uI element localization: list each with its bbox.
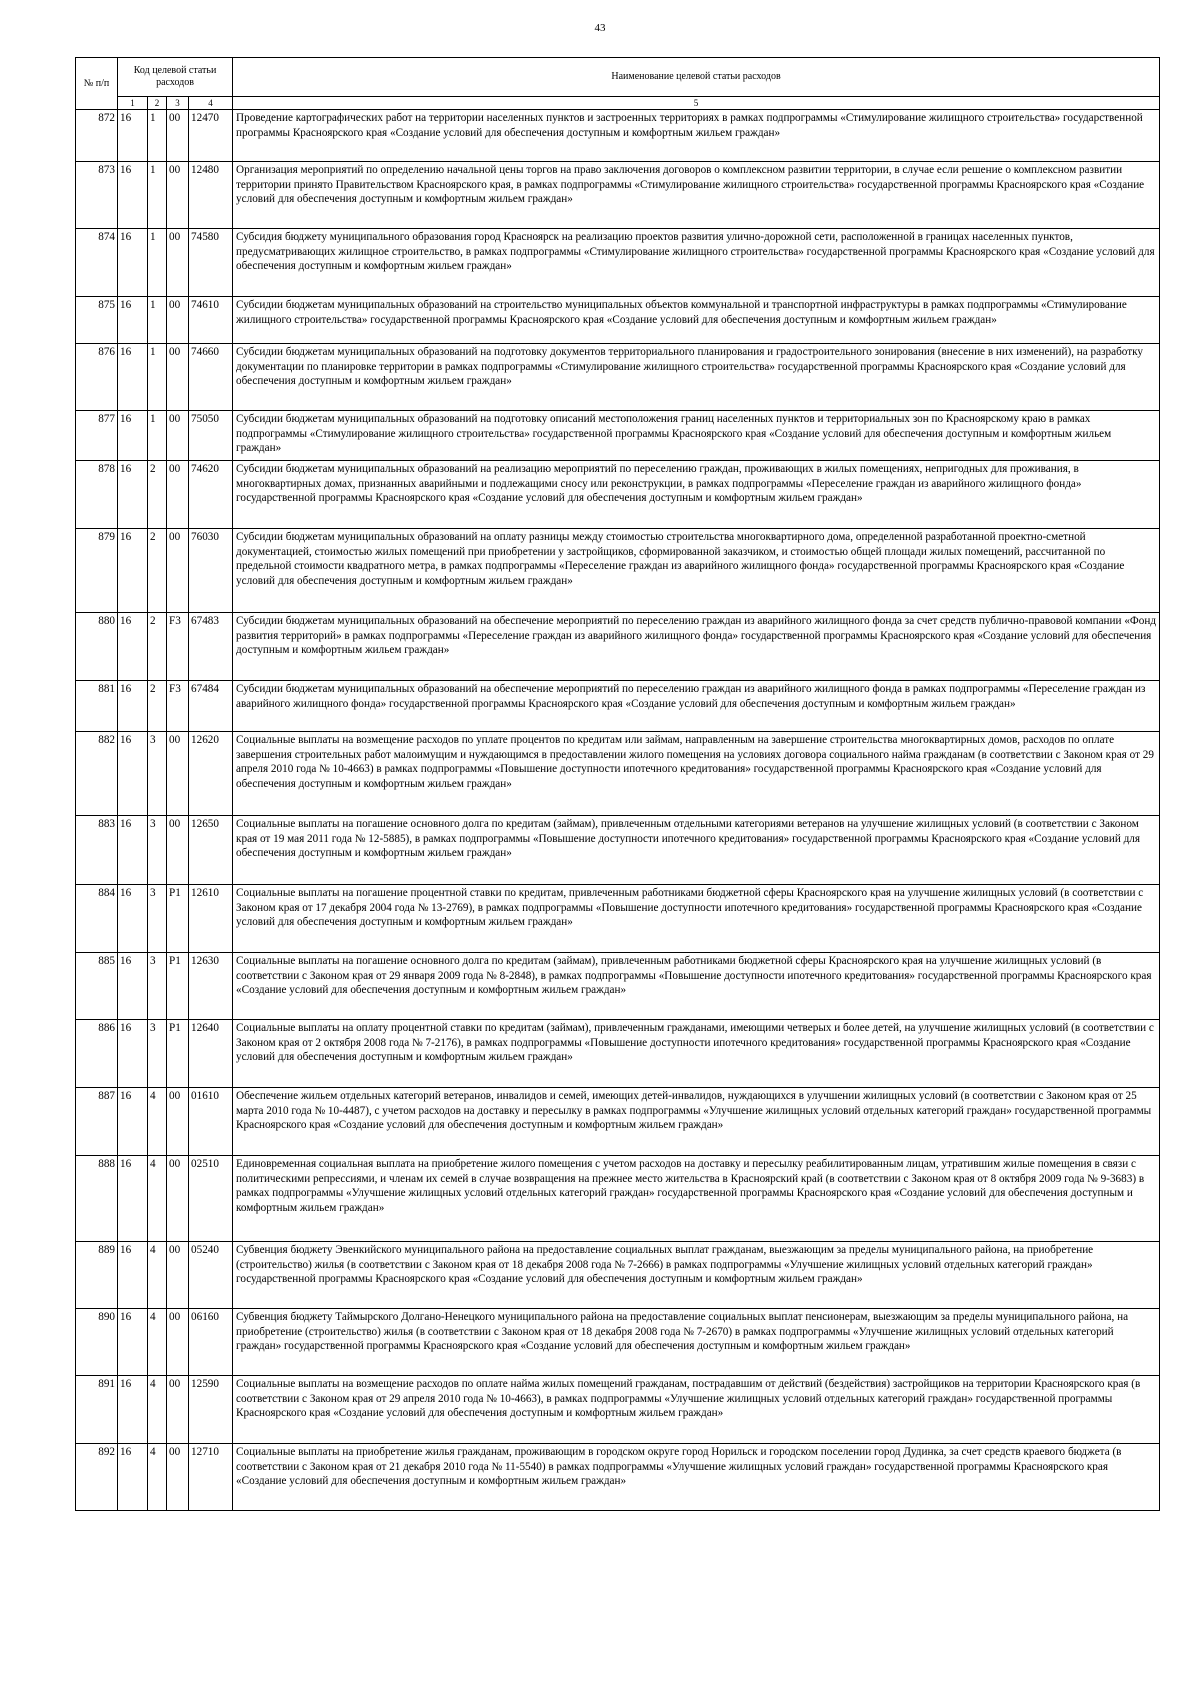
code-4: 74620 [189,461,233,529]
code-4: 12650 [189,816,233,885]
header-col-1: 1 [118,97,148,110]
row-number: 881 [76,681,118,732]
code-3: 00 [167,162,189,229]
page-number: 43 [594,22,606,34]
code-2: 1 [148,162,167,229]
expense-name: Социальные выплаты на возмещение расходов по уплате процентов по кредитам или займам, направленным на завершение строительства многоквартирных домов, расходов по оплате завершения строительных работ малоимущим и нуждающимся в предоставлении жилого помещения на условиях договора социального найма гражданам (в соответствии с Законом края от 29 апреля 2010 года № 10-4663) в рамках подпрограммы «Повышение доступности ипотечного кредитования» государственной программы Красноярского края «Создание условий для обеспечения доступным и комфортным жильем граждан» [233,732,1160,816]
code-1: 16 [118,681,148,732]
code-2: 1 [148,229,167,297]
code-3: 00 [167,816,189,885]
code-4: 74610 [189,297,233,344]
code-3: 00 [167,297,189,344]
code-1: 16 [118,1020,148,1088]
code-1: 16 [118,229,148,297]
table-row [76,411,1160,461]
code-4: 67484 [189,681,233,732]
code-4: 06160 [189,1309,233,1376]
header-col-2: 2 [148,97,167,110]
row-number: 887 [76,1088,118,1156]
header-col-5: 5 [233,97,1160,110]
table-row [76,110,1160,162]
header-name: Наименование целевой статьи расходов [233,58,1160,97]
code-2: 3 [148,816,167,885]
code-1: 16 [118,613,148,681]
code-3: F3 [167,613,189,681]
code-4: 12620 [189,732,233,816]
table-row [76,1156,1160,1242]
expense-name: Социальные выплаты на погашение основного долга по кредитам (займам), привлеченным отдельными категориями ветеранов на улучшение жилищных условий (в соответствии с Законом края от 19 мая 2011 года № 12-5885), в рамках подпрограммы «Повышение доступности ипотечного кредитования» государственной программы Красноярского края «Создание условий для обеспечения доступным и комфортным жильем граждан» [233,816,1160,885]
code-3: 00 [167,411,189,461]
code-2: 2 [148,461,167,529]
expense-name: Обеспечение жильем отдельных категорий ветеранов, инвалидов и семей, имеющих детей-инвалидов, нуждающихся в улучшении жилищных условий (в соответствии с Законом края от 25 марта 2010 года № 10-4487), с учетом расходов на доставку и пересылку в рамках подпрограммы «Улучшение жилищных условий отдельных категорий граждан» государственной программы Красноярского края «Создание условий для обеспечения доступным и комфортным жильем граждан» [233,1088,1160,1156]
code-3: 00 [167,1088,189,1156]
header-row-number: № п/п [76,58,118,110]
expense-name: Социальные выплаты на погашение основного долга по кредитам (займам), привлеченным работниками бюджетной сферы Красноярского края на улучшение жилищных условий (в соответствии с Законом края от 29 января 2009 года № 8-2848), в рамках подпрограммы «Повышение доступности ипотечного кредитования» государственной программы Красноярского края «Создание условий для обеспечения доступным и комфортным жильем граждан» [233,953,1160,1020]
code-1: 16 [118,732,148,816]
row-number: 890 [76,1309,118,1376]
row-number: 891 [76,1376,118,1444]
expense-name: Субвенция бюджету Таймырского Долгано-Ненецкого муниципального района на предоставление социальных выплат пенсионерам, выезжающим за пределы муниципального района, на приобретение (строительство) жилья (в соответствии с Законом края от 18 декабря 2008 года № 7-2670) в рамках подпрограммы «Улучшение жилищных условий отдельных категорий граждан» государственной программы Красноярского края «Создание условий для обеспечения доступным и комфортным жильем граждан» [233,1309,1160,1376]
table-row [76,1242,1160,1309]
code-1: 16 [118,529,148,613]
code-2: 4 [148,1376,167,1444]
row-number: 885 [76,953,118,1020]
code-4: 12640 [189,1020,233,1088]
code-4: 02510 [189,1156,233,1242]
code-2: 2 [148,613,167,681]
row-number: 888 [76,1156,118,1242]
row-number: 882 [76,732,118,816]
row-number: 886 [76,1020,118,1088]
code-2: 1 [148,344,167,411]
row-number: 874 [76,229,118,297]
expense-name: Субвенция бюджету Эвенкийского муниципального района на предоставление социальных выплат гражданам, выезжающим за пределы муниципального района, на приобретение (строительство) жилья (в соответствии с Законом края от 18 декабря 2008 года № 7-2666) в рамках подпрограммы «Улучшение жилищных условий отдельных категорий граждан» государственной программы Красноярского края «Создание условий для обеспечения доступным и комфортным жильем граждан» [233,1242,1160,1309]
code-1: 16 [118,1242,148,1309]
code-4: 05240 [189,1242,233,1309]
code-4: 74660 [189,344,233,411]
budget-table [75,57,1160,1511]
table-row [76,732,1160,816]
code-1: 16 [118,885,148,953]
code-2: 1 [148,297,167,344]
code-2: 4 [148,1156,167,1242]
code-4: 01610 [189,1088,233,1156]
code-4: 12470 [189,110,233,162]
code-3: 00 [167,344,189,411]
code-1: 16 [118,816,148,885]
code-2: 3 [148,885,167,953]
code-4: 75050 [189,411,233,461]
code-2: 1 [148,411,167,461]
code-2: 4 [148,1444,167,1511]
table-row [76,1088,1160,1156]
row-number: 875 [76,297,118,344]
row-number: 873 [76,162,118,229]
row-number: 892 [76,1444,118,1511]
code-2: 4 [148,1309,167,1376]
code-1: 16 [118,297,148,344]
code-4: 12590 [189,1376,233,1444]
table-body [76,110,1160,1511]
header-row [76,58,1160,97]
code-3: 00 [167,1156,189,1242]
expense-name: Социальные выплаты на оплату процентной ставки по кредитам (займам), привлеченным гражданами, имеющими четверых и более детей, на улучшение жилищных условий (в соответствии с Законом края от 2 октября 2008 года № 7-2176), в рамках подпрограммы «Повышение доступности ипотечного кредитования» государственной программы Красноярского края «Создание условий для обеспечения доступным и комфортным жильем граждан» [233,1020,1160,1088]
expense-name: Субсидия бюджету муниципального образования город Красноярск на реализацию проектов развития улично-дорожной сети, расположенной в границах населенных пунктов, предусматривающих жилищное строительство, в рамках подпрограммы «Стимулирование жилищного строительства» государственной программы Красноярского края «Создание условий для обеспечения доступным и комфортным жильем граждан» [233,229,1160,297]
code-4: 76030 [189,529,233,613]
code-2: 4 [148,1242,167,1309]
code-3: P1 [167,1020,189,1088]
row-number: 883 [76,816,118,885]
expense-name: Субсидии бюджетам муниципальных образований на реализацию мероприятий по переселению граждан, проживающих в жилых помещениях, непригодных для проживания, в многоквартирных домах, признанных аварийными и подлежащими сносу или реконструкции, в рамках подпрограммы «Переселение граждан из аварийного жилищного фонда» государственной программы Красноярского края «Создание условий для обеспечения доступным и комфортным жильем граждан» [233,461,1160,529]
code-1: 16 [118,1156,148,1242]
code-3: 00 [167,529,189,613]
code-2: 2 [148,529,167,613]
expense-name: Социальные выплаты на приобретение жилья гражданам, проживающим в городском округе город Норильск и городском поселении город Дудинка, за счет средств краевого бюджета (в соответствии с Законом края от 21 декабря 2010 года № 11-5540) в рамках подпрограммы «Улучшение жилищных условий граждан» государственной программы Красноярского края «Создание условий для обеспечения доступным и комфортным жильем граждан» [233,1444,1160,1511]
table-row [76,1020,1160,1088]
code-3: P1 [167,953,189,1020]
expense-name: Проведение картографических работ на территории населенных пунктов и застроенных территориях в рамках подпрограммы «Стимулирование жилищного строительства» государственной программы Красноярского края «Создание условий для обеспечения доступным и комфортным жильем граждан» [233,110,1160,162]
table-row [76,297,1160,344]
code-2: 3 [148,1020,167,1088]
code-1: 16 [118,344,148,411]
table-row [76,885,1160,953]
code-1: 16 [118,953,148,1020]
row-number: 879 [76,529,118,613]
header-col-4: 4 [189,97,233,110]
code-3: 00 [167,1242,189,1309]
table-row [76,461,1160,529]
table-row [76,953,1160,1020]
row-number: 880 [76,613,118,681]
code-1: 16 [118,162,148,229]
expense-name: Субсидии бюджетам муниципальных образований на оплату разницы между стоимостью строительства многоквартирного дома, определенной разработанной проектно-сметной документацией, стоимостью жилых помещений при приобретении у застройщиков, сформированной заказчиком, и стоимостью общей площади жилых помещений, рассчитанной по предельной стоимости квадратного метра, в рамках подпрограммы «Переселение граждан из аварийного жилищного фонда» государственной программы Красноярского края «Создание условий для обеспечения доступным и комфортным жильем граждан» [233,529,1160,613]
header-column-numbers [76,97,1160,110]
code-3: 00 [167,1376,189,1444]
code-4: 12630 [189,953,233,1020]
code-1: 16 [118,411,148,461]
expense-name: Субсидии бюджетам муниципальных образований на обеспечение мероприятий по переселению граждан из аварийного жилищного фонда в рамках подпрограммы «Переселение граждан из аварийного жилищного фонда» государственной программы Красноярского края «Создание условий для обеспечения доступным и комфортным жильем граждан» [233,681,1160,732]
code-3: 00 [167,732,189,816]
row-number: 876 [76,344,118,411]
table-row [76,229,1160,297]
row-number: 877 [76,411,118,461]
code-3: P1 [167,885,189,953]
code-3: 00 [167,1444,189,1511]
table-row [76,1376,1160,1444]
code-3: 00 [167,1309,189,1376]
row-number: 889 [76,1242,118,1309]
code-1: 16 [118,110,148,162]
table-row [76,1444,1160,1511]
code-4: 12480 [189,162,233,229]
table-row [76,162,1160,229]
code-4: 67483 [189,613,233,681]
expense-name: Социальные выплаты на возмещение расходов по оплате найма жилых помещений гражданам, пострадавшим от действий (бездействия) застройщиков на территории Красноярского края (в соответствии с Законом края от 29 апреля 2010 года № 10-4663), в рамках подпрограммы «Улучшение жилищных условий отдельных категорий граждан» государственной программы Красноярского края «Создание условий для обеспечения доступным и комфортным жильем граждан» [233,1376,1160,1444]
header-col-3: 3 [167,97,189,110]
row-number: 884 [76,885,118,953]
code-4: 74580 [189,229,233,297]
row-number: 872 [76,110,118,162]
code-3: F3 [167,681,189,732]
code-1: 16 [118,1376,148,1444]
code-1: 16 [118,461,148,529]
code-1: 16 [118,1309,148,1376]
code-4: 12610 [189,885,233,953]
expense-name: Организация мероприятий по определению начальной цены торгов на право заключения договоров о комплексном развитии территории, в случае если решение о комплексном развитии территории принято Правительством Красноярского края, в рамках подпрограммы «Стимулирование жилищного строительства» государственной программы Красноярского края «Создание условий для обеспечения доступным и комфортным жильем граждан» [233,162,1160,229]
code-2: 3 [148,953,167,1020]
table-row [76,613,1160,681]
table-row [76,344,1160,411]
code-2: 4 [148,1088,167,1156]
code-2: 3 [148,732,167,816]
expense-name: Единовременная социальная выплата на приобретение жилого помещения с учетом расходов на доставку и пересылку реабилитированным лицам, утратившим жилые помещения в связи с политическими репрессиями, и членам их семей в случае возвращения на прежнее место жительства в Красноярский край (в соответствии с Законом края от 8 октября 2009 года № 9-3683) в рамках подпрограммы «Улучшение жилищных условий отдельных категорий граждан» государственной программы Красноярского края «Создание условий для обеспечения доступным и комфортным жильем граждан» [233,1156,1160,1242]
expense-name: Субсидии бюджетам муниципальных образований на подготовку документов территориального планирования и градостроительного зонирования (внесение в них изменений), на разработку документации по планировке территории в рамках подпрограммы «Стимулирование жилищного строительства» государственной программы Красноярского края «Создание условий для обеспечения доступным и комфортным жильем граждан» [233,344,1160,411]
code-2: 2 [148,681,167,732]
code-4: 12710 [189,1444,233,1511]
table-row [76,1309,1160,1376]
expense-name: Субсидии бюджетам муниципальных образований на строительство муниципальных объектов коммунальной и транспортной инфраструктуры в рамках подпрограммы «Стимулирование жилищного строительства» государственной программы Красноярского края «Создание условий для обеспечения доступным и комфортным жильем граждан» [233,297,1160,344]
table-row [76,816,1160,885]
code-3: 00 [167,461,189,529]
expense-name: Социальные выплаты на погашение процентной ставки по кредитам, привлеченным работниками бюджетной сферы Красноярского края на улучшение жилищных условий (в соответствии с Законом края от 17 декабря 2004 года № 13-2769), в рамках подпрограммы «Повышение доступности ипотечного кредитования» государственной программы Красноярского края «Создание условий для обеспечения доступным и комфортным жильем граждан» [233,885,1160,953]
code-1: 16 [118,1088,148,1156]
code-3: 00 [167,229,189,297]
code-2: 1 [148,110,167,162]
expense-name: Субсидии бюджетам муниципальных образований на подготовку описаний местоположения границ населенных пунктов и территориальных зон по Красноярскому краю в рамках подпрограммы «Стимулирование жилищного строительства» государственной программы Красноярского края «Создание условий для обеспечения доступным и комфортным жильем граждан» [233,411,1160,461]
expense-name: Субсидии бюджетам муниципальных образований на обеспечение мероприятий по переселению граждан из аварийного жилищного фонда за счет средств публично-правовой компании «Фонд развития территорий» в рамках подпрограммы «Переселение граждан из аварийного жилищного фонда» государственной программы Красноярского края «Создание условий для обеспечения доступным и комфортным жильем граждан» [233,613,1160,681]
row-number: 878 [76,461,118,529]
code-3: 00 [167,110,189,162]
header-code-group: Код целевой статьи расходов [118,58,233,97]
code-1: 16 [118,1444,148,1511]
table-row [76,529,1160,613]
table-row [76,681,1160,732]
